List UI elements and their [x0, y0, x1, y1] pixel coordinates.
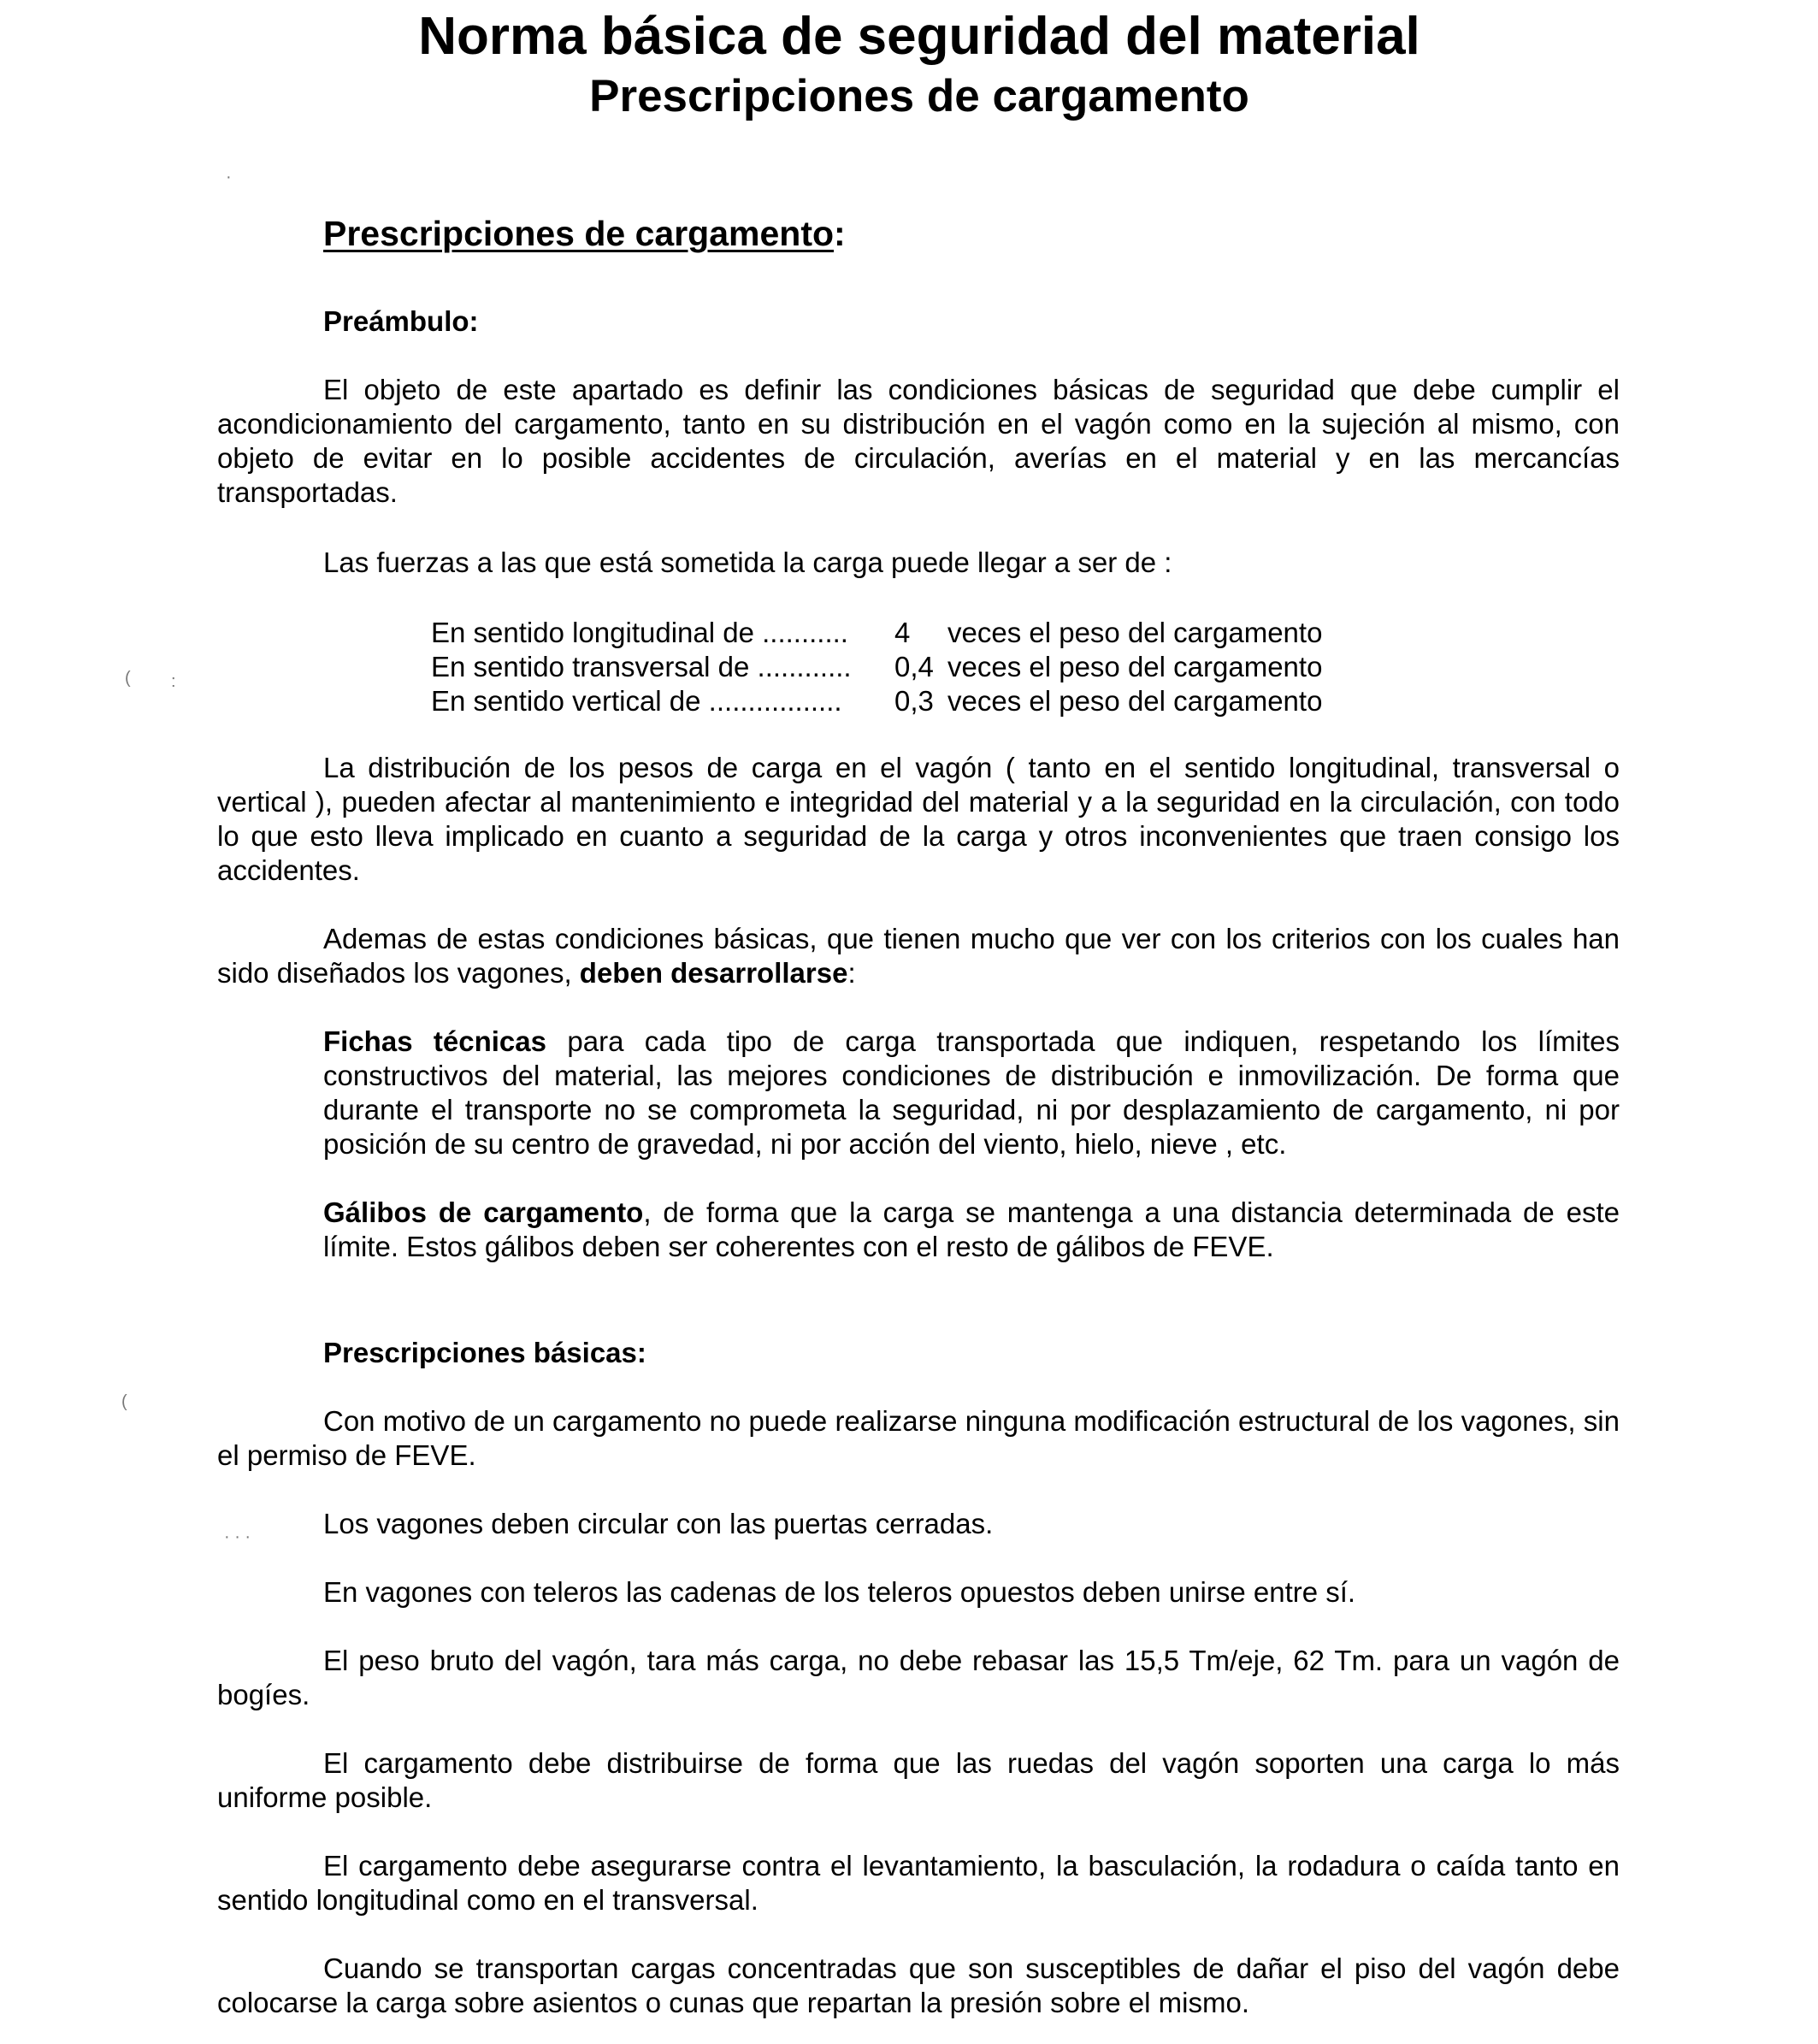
- fichas-text: para cada tipo de carga transportada que indiquen, respetando los límites constructivos del material, las mejores condiciones de distribución e inmovilización. De forma que durante el transporte no se comprometa la seguridad, ni por desplazamiento de cargamento, ni por posición de su centro de gravedad, ni por acción del viento, hielo, nieve , etc.: [323, 1025, 1620, 1160]
- scan-speck: :: [171, 672, 176, 691]
- force-suffix: veces el peso del cargamento: [947, 685, 1323, 717]
- fichas-tecnicas-paragraph: [323, 1025, 1620, 1161]
- basic-paragraph-4: El peso bruto del vagón, tara más carga, no debe rebasar las 15,5 Tm/eje, 62 Tm. para un vagón de bogíes.: [217, 1645, 1620, 1710]
- force-suffix: veces el peso del cargamento: [947, 617, 1323, 648]
- force-label: En sentido longitudinal de ...........: [431, 617, 848, 648]
- force-item-longitudinal: [431, 616, 1322, 650]
- force-item-vertical: [431, 684, 1322, 718]
- p4-end: :: [847, 957, 856, 989]
- basic-paragraph-6: El cargamento debe asegurarse contra el levantamiento, la basculación, la rodadura o caída tanto en sentido longitudinal como en el transversal.: [217, 1850, 1620, 1916]
- fichas-bold: Fichas técnicas: [323, 1025, 546, 1057]
- basic-paragraph-3: En vagones con teleros las cadenas de los teleros opuestos deben unirse entre sí.: [323, 1576, 1356, 1608]
- preamble-paragraph-1: El objeto de este apartado es definir las condiciones básicas de seguridad que debe cumplir el acondicionamiento del cargamento, tanto en su distribución en el vagón como en la sujeción al mismo, con objeto de evitar en lo posible accidentes de circulación, averías en el material y en las mercancías transportadas.: [217, 374, 1620, 508]
- force-item-transversal: [431, 650, 1322, 684]
- scan-speck: (: [125, 669, 131, 688]
- preamble-paragraph-3: La distribución de los pesos de carga en el vagón ( tanto en el sentido longitudinal, transversal o vertical ), pueden afectar al mantenimiento e integridad del material y a la seguridad en la circulación, con todo lo que esto lleva implicado en cuanto a seguridad de la carga y otros inconvenientes que traen consigo los accidentes.: [217, 752, 1620, 886]
- p4-text: Ademas de estas condiciones básicas, que tienen mucho que ver con los criterios con los cuales han sido diseñados los vagones,: [217, 923, 1620, 989]
- basic-paragraph-1: Con motivo de un cargamento no puede realizarse ninguna modificación estructural de los vagones, sin el permiso de FEVE.: [217, 1405, 1620, 1471]
- force-label: En sentido vertical de .................: [431, 685, 842, 717]
- galibos-paragraph: [323, 1196, 1620, 1264]
- preamble-heading: Preámbulo:: [323, 305, 479, 337]
- p4-bold: deben desarrollarse: [579, 957, 848, 989]
- basic-heading: Prescripciones básicas:: [323, 1337, 646, 1368]
- basic-paragraph-2: Los vagones deben circular con las puertas cerradas.: [323, 1508, 994, 1539]
- section-heading-colon: :: [834, 214, 846, 253]
- scan-speck: ·: [226, 168, 232, 186]
- force-label: En sentido transversal de ............: [431, 651, 852, 682]
- preamble-paragraph-4: [217, 922, 1620, 990]
- force-value: 4: [894, 617, 911, 648]
- forces-list: [431, 616, 1322, 718]
- force-value: 0,3: [894, 685, 934, 717]
- preamble-paragraph-2: Las fuerzas a las que está sometida la carga puede llegar a ser de :: [323, 546, 1172, 578]
- force-suffix: veces el peso del cargamento: [947, 651, 1323, 682]
- galibos-text: , de forma que la carga se mantenga a una distancia determinada de este límite. Estos gálibos deben ser coherentes con el resto de gálibos de FEVE.: [323, 1196, 1620, 1262]
- galibos-bold: Gálibos de cargamento: [323, 1196, 644, 1228]
- force-value: 0,4: [894, 651, 934, 682]
- section-heading: [323, 212, 846, 255]
- basic-paragraph-7: Cuando se transportan cargas concentradas que son susceptibles de dañar el piso del vagón debe colocarse la carga sobre asientos o cunas que repartan la presión sobre el mismo.: [217, 1952, 1620, 2018]
- scan-speck: (: [121, 1392, 127, 1411]
- basic-paragraph-5: El cargamento debe distribuirse de forma que las ruedas del vagón soporten una carga lo más uniforme posible.: [217, 1747, 1620, 1813]
- document-title: Norma básica de seguridad del material: [418, 7, 1420, 66]
- scan-speck: · · ·: [224, 1527, 251, 1546]
- section-heading-text: Prescripciones de cargamento: [323, 214, 835, 253]
- document-subtitle: Prescripciones de cargamento: [589, 71, 1249, 121]
